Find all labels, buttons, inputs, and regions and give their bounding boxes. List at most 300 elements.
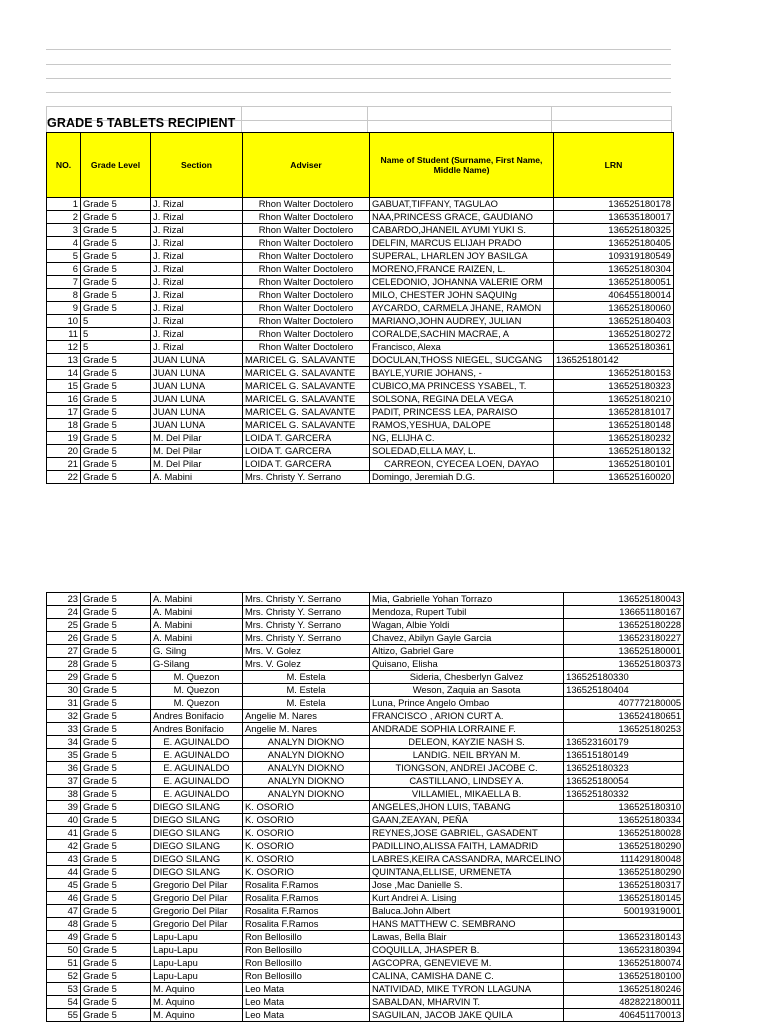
cell-section: JUAN LUNA bbox=[151, 367, 243, 380]
table-row bbox=[47, 211, 674, 224]
cell-adviser: Rhon Walter Doctolero bbox=[243, 328, 370, 341]
cell-section: J. Rizal bbox=[151, 250, 243, 263]
cell-student-name: HANS MATTHEW C. SEMBRANO bbox=[370, 918, 564, 931]
cell-section: J. Rizal bbox=[151, 211, 243, 224]
cell-student-name: CALINA, CAMISHA DANE C. bbox=[370, 970, 564, 983]
cell-student-name: SOLSONA, REGINA DELA VEGA bbox=[370, 393, 554, 406]
cell-student-name: Quisano, Elisha bbox=[370, 658, 564, 671]
cell-section: M. Del Pilar bbox=[151, 445, 243, 458]
cell-adviser: Angelie M. Nares bbox=[243, 723, 370, 736]
cell-adviser: Angelie M. Nares bbox=[243, 710, 370, 723]
cell-grade-level: Grade 5 bbox=[81, 289, 151, 302]
cell-section: DIEGO SILANG bbox=[151, 814, 243, 827]
cell-grade-level: Grade 5 bbox=[81, 788, 151, 801]
cell-no: 45 bbox=[47, 879, 81, 892]
cell-adviser: Rhon Walter Doctolero bbox=[243, 302, 370, 315]
cell-student-name: AYCARDO, CARMELA JHANE, RAMON bbox=[370, 302, 554, 315]
cell-student-name: SAGUILAN, JACOB JAKE QUILA bbox=[370, 1009, 564, 1022]
cell-grade-level: Grade 5 bbox=[81, 970, 151, 983]
cell-lrn: 136525180153 bbox=[554, 367, 674, 380]
table-row bbox=[47, 827, 684, 840]
cell-grade-level: Grade 5 bbox=[81, 801, 151, 814]
cell-grade-level: Grade 5 bbox=[81, 671, 151, 684]
cell-section: Lapu-Lapu bbox=[151, 944, 243, 957]
cell-section: J. Rizal bbox=[151, 198, 243, 211]
cell-grade-level: Grade 5 bbox=[81, 198, 151, 211]
cell-lrn bbox=[564, 918, 684, 931]
cell-grade-level: Grade 5 bbox=[81, 276, 151, 289]
cell-adviser: Ron Bellosillo bbox=[243, 931, 370, 944]
table-row bbox=[47, 762, 684, 775]
cell-adviser: M. Estela bbox=[243, 684, 370, 697]
cell-section: A. Mabini bbox=[151, 471, 243, 484]
cell-no: 42 bbox=[47, 840, 81, 853]
cell-adviser: Rosalita F.Ramos bbox=[243, 918, 370, 931]
cell-adviser: K. OSORIO bbox=[243, 840, 370, 853]
table-row bbox=[47, 840, 684, 853]
cell-adviser: Rhon Walter Doctolero bbox=[243, 250, 370, 263]
cell-lrn: 136525180043 bbox=[564, 593, 684, 606]
cell-section: Gregorio Del Pilar bbox=[151, 879, 243, 892]
grid-line bbox=[46, 49, 671, 50]
cell-student-name: Kurt Andrei A. Lising bbox=[370, 892, 564, 905]
cell-adviser: Rhon Walter Doctolero bbox=[243, 315, 370, 328]
table-row bbox=[47, 749, 684, 762]
cell-grade-level: Grade 5 bbox=[81, 237, 151, 250]
table-row bbox=[47, 380, 674, 393]
cell-grade-level: Grade 5 bbox=[81, 211, 151, 224]
table-row bbox=[47, 302, 674, 315]
cell-adviser: K. OSORIO bbox=[243, 853, 370, 866]
cell-lrn: 136525180246 bbox=[564, 983, 684, 996]
cell-section: E. AGUINALDO bbox=[151, 736, 243, 749]
cell-lrn: 136525180325 bbox=[554, 224, 674, 237]
cell-adviser: Rhon Walter Doctolero bbox=[243, 198, 370, 211]
table-row bbox=[47, 931, 684, 944]
cell-section: M. Del Pilar bbox=[151, 432, 243, 445]
cell-adviser: Ron Bellosillo bbox=[243, 944, 370, 957]
table-row bbox=[47, 671, 684, 684]
cell-grade-level: Grade 5 bbox=[81, 367, 151, 380]
cell-no: 54 bbox=[47, 996, 81, 1009]
cell-student-name: NG, ELIJHA C. bbox=[370, 432, 554, 445]
cell-no: 29 bbox=[47, 671, 81, 684]
cell-section: A. Mabini bbox=[151, 619, 243, 632]
cell-grade-level: Grade 5 bbox=[81, 1009, 151, 1022]
cell-student-name: PADIT, PRINCESS LEA, PARAISO bbox=[370, 406, 554, 419]
cell-lrn: 109319180549 bbox=[554, 250, 674, 263]
cell-student-name: Jose ,Mac Danielle S. bbox=[370, 879, 564, 892]
cell-lrn: 136525180060 bbox=[554, 302, 674, 315]
cell-section: Lapu-Lapu bbox=[151, 970, 243, 983]
cell-student-name: SABALDAN, MHARVIN T. bbox=[370, 996, 564, 1009]
cell-student-name: LABRES,KEIRA CASSANDRA, MARCELINO bbox=[370, 853, 564, 866]
table-row bbox=[47, 723, 684, 736]
cell-section: DIEGO SILANG bbox=[151, 866, 243, 879]
table-row bbox=[47, 658, 684, 671]
cell-lrn: 136525180404 bbox=[564, 684, 684, 697]
cell-grade-level: Grade 5 bbox=[81, 710, 151, 723]
grid-line bbox=[671, 106, 672, 132]
cell-student-name: Weson, Zaquia an Sasota bbox=[370, 684, 564, 697]
cell-adviser: Rhon Walter Doctolero bbox=[243, 224, 370, 237]
cell-grade-level: Grade 5 bbox=[81, 406, 151, 419]
cell-grade-level: Grade 5 bbox=[81, 263, 151, 276]
cell-adviser: Mrs. Christy Y. Serrano bbox=[243, 632, 370, 645]
cell-grade-level: Grade 5 bbox=[81, 224, 151, 237]
table-row bbox=[47, 814, 684, 827]
cell-section: DIEGO SILANG bbox=[151, 853, 243, 866]
cell-grade-level: Grade 5 bbox=[81, 996, 151, 1009]
cell-section: Lapu-Lapu bbox=[151, 957, 243, 970]
cell-student-name: MORENO,FRANCE RAIZEN, L. bbox=[370, 263, 554, 276]
cell-grade-level: Grade 5 bbox=[81, 432, 151, 445]
cell-adviser: Leo Mata bbox=[243, 1009, 370, 1022]
header-lrn: LRN bbox=[554, 133, 674, 198]
table-row bbox=[47, 471, 674, 484]
cell-section: JUAN LUNA bbox=[151, 380, 243, 393]
table-row bbox=[47, 775, 684, 788]
cell-lrn: 136525180142 bbox=[554, 354, 674, 367]
cell-lrn: 136535180017 bbox=[554, 211, 674, 224]
cell-grade-level: Grade 5 bbox=[81, 354, 151, 367]
grid-line bbox=[46, 106, 671, 107]
cell-student-name: Sideria, Chesberlyn Galvez bbox=[370, 671, 564, 684]
table-row bbox=[47, 710, 684, 723]
table-row bbox=[47, 458, 674, 471]
cell-grade-level: Grade 5 bbox=[81, 684, 151, 697]
cell-no: 48 bbox=[47, 918, 81, 931]
cell-lrn: 136528181017 bbox=[554, 406, 674, 419]
table-row bbox=[47, 198, 674, 211]
cell-adviser: LOIDA T. GARCERA bbox=[243, 432, 370, 445]
cell-adviser: K. OSORIO bbox=[243, 827, 370, 840]
cell-lrn: 50019319001 bbox=[564, 905, 684, 918]
cell-grade-level: Grade 5 bbox=[81, 931, 151, 944]
cell-lrn: 136651180167 bbox=[564, 606, 684, 619]
cell-no: 18 bbox=[47, 419, 81, 432]
cell-student-name: Domingo, Jeremiah D.G. bbox=[370, 471, 554, 484]
cell-adviser: Rhon Walter Doctolero bbox=[243, 289, 370, 302]
cell-no: 32 bbox=[47, 710, 81, 723]
cell-section: J. Rizal bbox=[151, 276, 243, 289]
cell-no: 16 bbox=[47, 393, 81, 406]
cell-lrn: 136525180253 bbox=[564, 723, 684, 736]
cell-student-name: FRANCISCO , ARION CURT A. bbox=[370, 710, 564, 723]
cell-no: 39 bbox=[47, 801, 81, 814]
cell-section: J. Rizal bbox=[151, 224, 243, 237]
cell-adviser: Mrs. Christy Y. Serrano bbox=[243, 593, 370, 606]
cell-student-name: ANGELES,JHON LUIS, TABANG bbox=[370, 801, 564, 814]
cell-no: 26 bbox=[47, 632, 81, 645]
cell-grade-level: Grade 5 bbox=[81, 380, 151, 393]
table-row bbox=[47, 289, 674, 302]
cell-student-name: TIONGSON, ANDREI JACOBE C. bbox=[370, 762, 564, 775]
header-section: Section bbox=[151, 133, 243, 198]
table-row bbox=[47, 276, 674, 289]
cell-lrn: 136525180178 bbox=[554, 198, 674, 211]
cell-no: 49 bbox=[47, 931, 81, 944]
table-row bbox=[47, 619, 684, 632]
recipients-table-bottom bbox=[46, 592, 684, 1022]
cell-grade-level: 5 bbox=[81, 341, 151, 354]
cell-section: J. Rizal bbox=[151, 289, 243, 302]
cell-lrn: 136525180403 bbox=[554, 315, 674, 328]
table-row bbox=[47, 645, 684, 658]
cell-no: 55 bbox=[47, 1009, 81, 1022]
cell-section: M. Aquino bbox=[151, 996, 243, 1009]
cell-student-name: REYNES,JOSE GABRIEL, GASADENT bbox=[370, 827, 564, 840]
grid-line bbox=[241, 106, 242, 132]
table-row bbox=[47, 853, 684, 866]
cell-adviser: ANALYN DIOKNO bbox=[243, 775, 370, 788]
cell-lrn: 136525180317 bbox=[564, 879, 684, 892]
cell-student-name: AGCOPRA, GENEVIEVE M. bbox=[370, 957, 564, 970]
cell-grade-level: Grade 5 bbox=[81, 658, 151, 671]
cell-student-name: SOLEDAD,ELLA MAY, L. bbox=[370, 445, 554, 458]
cell-section: M. Aquino bbox=[151, 1009, 243, 1022]
cell-adviser: LOIDA T. GARCERA bbox=[243, 458, 370, 471]
grid-line bbox=[367, 106, 368, 132]
cell-lrn: 136525180148 bbox=[554, 419, 674, 432]
cell-adviser: ANALYN DIOKNO bbox=[243, 749, 370, 762]
table-row bbox=[47, 697, 684, 710]
cell-section: M. Quezon bbox=[151, 684, 243, 697]
table-row bbox=[47, 983, 684, 996]
cell-no: 41 bbox=[47, 827, 81, 840]
cell-section: E. AGUINALDO bbox=[151, 775, 243, 788]
cell-grade-level: Grade 5 bbox=[81, 827, 151, 840]
cell-grade-level: 5 bbox=[81, 315, 151, 328]
cell-no: 2 bbox=[47, 211, 81, 224]
cell-adviser: LOIDA T. GARCERA bbox=[243, 445, 370, 458]
cell-grade-level: Grade 5 bbox=[81, 905, 151, 918]
cell-no: 43 bbox=[47, 853, 81, 866]
cell-student-name: NAA,PRINCESS GRACE, GAUDIANO bbox=[370, 211, 554, 224]
cell-adviser: Rhon Walter Doctolero bbox=[243, 263, 370, 276]
cell-student-name: SUPERAL, LHARLEN JOY BASILGA bbox=[370, 250, 554, 263]
cell-adviser: Ron Bellosillo bbox=[243, 957, 370, 970]
cell-lrn: 136525180228 bbox=[564, 619, 684, 632]
cell-student-name: CELEDONIO, JOHANNA VALERIE ORM bbox=[370, 276, 554, 289]
table-row bbox=[47, 328, 674, 341]
cell-no: 31 bbox=[47, 697, 81, 710]
cell-section: J. Rizal bbox=[151, 341, 243, 354]
cell-section: JUAN LUNA bbox=[151, 393, 243, 406]
cell-no: 44 bbox=[47, 866, 81, 879]
cell-student-name: GAAN,ZEAYAN, PEÑA bbox=[370, 814, 564, 827]
table-row bbox=[47, 354, 674, 367]
cell-no: 34 bbox=[47, 736, 81, 749]
cell-lrn: 136525160020 bbox=[554, 471, 674, 484]
cell-student-name: MARIANO,JOHN AUDREY, JULIAN bbox=[370, 315, 554, 328]
cell-student-name: Luna, Prince Angelo Ombao bbox=[370, 697, 564, 710]
table-row bbox=[47, 593, 684, 606]
cell-no: 7 bbox=[47, 276, 81, 289]
table-row bbox=[47, 632, 684, 645]
cell-grade-level: Grade 5 bbox=[81, 458, 151, 471]
cell-student-name: NATIVIDAD, MIKE TYRON LLAGUNA bbox=[370, 983, 564, 996]
table-row bbox=[47, 250, 674, 263]
cell-adviser: Mrs. V. Golez bbox=[243, 645, 370, 658]
cell-lrn: 136525180100 bbox=[564, 970, 684, 983]
cell-lrn: 136525180054 bbox=[564, 775, 684, 788]
cell-no: 12 bbox=[47, 341, 81, 354]
cell-adviser: Mrs. V. Golez bbox=[243, 658, 370, 671]
cell-grade-level: Grade 5 bbox=[81, 471, 151, 484]
cell-student-name: Lawas, Bella Blair bbox=[370, 931, 564, 944]
cell-student-name: DOCULAN,THOSS NIEGEL, SUCGANG bbox=[370, 354, 554, 367]
cell-lrn: 136525180332 bbox=[564, 788, 684, 801]
cell-grade-level: Grade 5 bbox=[81, 723, 151, 736]
cell-no: 50 bbox=[47, 944, 81, 957]
cell-adviser: Rhon Walter Doctolero bbox=[243, 276, 370, 289]
cell-lrn: 136525180232 bbox=[554, 432, 674, 445]
cell-section: M. Quezon bbox=[151, 671, 243, 684]
cell-adviser: Rosalita F.Ramos bbox=[243, 879, 370, 892]
table-row bbox=[47, 263, 674, 276]
cell-adviser: Rosalita F.Ramos bbox=[243, 905, 370, 918]
cell-adviser: K. OSORIO bbox=[243, 801, 370, 814]
cell-section: DIEGO SILANG bbox=[151, 827, 243, 840]
cell-grade-level: Grade 5 bbox=[81, 892, 151, 905]
cell-adviser: MARICEL G. SALAVANTE bbox=[243, 354, 370, 367]
cell-no: 20 bbox=[47, 445, 81, 458]
cell-adviser: ANALYN DIOKNO bbox=[243, 788, 370, 801]
cell-no: 33 bbox=[47, 723, 81, 736]
cell-adviser: Leo Mata bbox=[243, 996, 370, 1009]
cell-section: A. Mabini bbox=[151, 593, 243, 606]
cell-student-name: RAMOS,YESHUA, DALOPE bbox=[370, 419, 554, 432]
grid-line bbox=[46, 64, 671, 65]
cell-adviser: Rhon Walter Doctolero bbox=[243, 211, 370, 224]
grid-line bbox=[46, 92, 671, 93]
cell-lrn: 136525180101 bbox=[554, 458, 674, 471]
cell-student-name: BAYLE,YURIE JOHANS, - bbox=[370, 367, 554, 380]
cell-lrn: 136525180074 bbox=[564, 957, 684, 970]
cell-lrn: 482822180011 bbox=[564, 996, 684, 1009]
cell-grade-level: Grade 5 bbox=[81, 749, 151, 762]
table-row bbox=[47, 736, 684, 749]
cell-student-name: DELFIN, MARCUS ELIJAH PRADO bbox=[370, 237, 554, 250]
cell-student-name: QUINTANA,ELLISE, URMENETA bbox=[370, 866, 564, 879]
cell-grade-level: Grade 5 bbox=[81, 775, 151, 788]
cell-student-name: LANDIG. NEIL BRYAN M. bbox=[370, 749, 564, 762]
cell-section: Andres Bonifacio bbox=[151, 723, 243, 736]
cell-lrn: 136525180334 bbox=[564, 814, 684, 827]
cell-student-name: CARREON, CYECEA LOEN, DAYAO bbox=[370, 458, 554, 471]
cell-grade-level: Grade 5 bbox=[81, 250, 151, 263]
cell-adviser: MARICEL G. SALAVANTE bbox=[243, 367, 370, 380]
cell-lrn: 136525180132 bbox=[554, 445, 674, 458]
cell-no: 10 bbox=[47, 315, 81, 328]
cell-no: 38 bbox=[47, 788, 81, 801]
cell-grade-level: Grade 5 bbox=[81, 632, 151, 645]
cell-grade-level: Grade 5 bbox=[81, 762, 151, 775]
cell-section: G-Silang bbox=[151, 658, 243, 671]
cell-section: J. Rizal bbox=[151, 328, 243, 341]
cell-adviser: MARICEL G. SALAVANTE bbox=[243, 393, 370, 406]
cell-adviser: Mrs. Christy Y. Serrano bbox=[243, 471, 370, 484]
cell-no: 15 bbox=[47, 380, 81, 393]
cell-grade-level: Grade 5 bbox=[81, 814, 151, 827]
cell-no: 46 bbox=[47, 892, 81, 905]
cell-adviser: Leo Mata bbox=[243, 983, 370, 996]
cell-lrn: 136523180394 bbox=[564, 944, 684, 957]
table-row bbox=[47, 419, 674, 432]
cell-grade-level: Grade 5 bbox=[81, 393, 151, 406]
cell-section: E. AGUINALDO bbox=[151, 788, 243, 801]
cell-student-name: CORALDE,SACHIN MACRAE, A bbox=[370, 328, 554, 341]
cell-no: 3 bbox=[47, 224, 81, 237]
table-row bbox=[47, 879, 684, 892]
cell-lrn: 136525180290 bbox=[564, 840, 684, 853]
cell-lrn: 136525180323 bbox=[554, 380, 674, 393]
cell-adviser: K. OSORIO bbox=[243, 866, 370, 879]
cell-grade-level: Grade 5 bbox=[81, 944, 151, 957]
grid-line bbox=[46, 78, 671, 79]
cell-no: 6 bbox=[47, 263, 81, 276]
cell-student-name: Baluca.John Albert bbox=[370, 905, 564, 918]
cell-grade-level: Grade 5 bbox=[81, 606, 151, 619]
cell-student-name: Chavez, Abilyn Gayle Garcia bbox=[370, 632, 564, 645]
cell-grade-level: Grade 5 bbox=[81, 419, 151, 432]
table-row bbox=[47, 393, 674, 406]
cell-adviser: MARICEL G. SALAVANTE bbox=[243, 406, 370, 419]
cell-section: M. Aquino bbox=[151, 983, 243, 996]
cell-adviser: Rhon Walter Doctolero bbox=[243, 237, 370, 250]
table-row bbox=[47, 224, 674, 237]
cell-no: 21 bbox=[47, 458, 81, 471]
cell-no: 51 bbox=[47, 957, 81, 970]
cell-no: 30 bbox=[47, 684, 81, 697]
cell-student-name: Altizo, Gabriel Gare bbox=[370, 645, 564, 658]
cell-section: E. AGUINALDO bbox=[151, 749, 243, 762]
cell-adviser: ANALYN DIOKNO bbox=[243, 762, 370, 775]
cell-adviser: Mrs. Christy Y. Serrano bbox=[243, 619, 370, 632]
cell-lrn: 136525180290 bbox=[564, 866, 684, 879]
cell-no: 37 bbox=[47, 775, 81, 788]
cell-no: 52 bbox=[47, 970, 81, 983]
cell-section: A. Mabini bbox=[151, 606, 243, 619]
cell-grade-level: Grade 5 bbox=[81, 879, 151, 892]
table-header-row bbox=[47, 133, 674, 198]
cell-section: Gregorio Del Pilar bbox=[151, 905, 243, 918]
cell-student-name: MILO, CHESTER JOHN SAQUINg bbox=[370, 289, 554, 302]
table-row bbox=[47, 918, 684, 931]
table-row bbox=[47, 866, 684, 879]
table-row bbox=[47, 944, 684, 957]
cell-no: 53 bbox=[47, 983, 81, 996]
cell-no: 47 bbox=[47, 905, 81, 918]
cell-student-name: Mendoza, Rupert Tubil bbox=[370, 606, 564, 619]
cell-section: J. Rizal bbox=[151, 315, 243, 328]
cell-no: 11 bbox=[47, 328, 81, 341]
cell-adviser: Rhon Walter Doctolero bbox=[243, 341, 370, 354]
cell-grade-level: Grade 5 bbox=[81, 619, 151, 632]
cell-student-name: DELEON, KAYZIE NASH S. bbox=[370, 736, 564, 749]
table-row bbox=[47, 445, 674, 458]
cell-grade-level: Grade 5 bbox=[81, 593, 151, 606]
table-row bbox=[47, 996, 684, 1009]
cell-lrn: 136525180304 bbox=[554, 263, 674, 276]
table-row bbox=[47, 367, 674, 380]
cell-section: Lapu-Lapu bbox=[151, 931, 243, 944]
cell-lrn: 136525180405 bbox=[554, 237, 674, 250]
table-row bbox=[47, 801, 684, 814]
cell-student-name: PADILLINO,ALISSA FAITH, LAMADRID bbox=[370, 840, 564, 853]
cell-no: 8 bbox=[47, 289, 81, 302]
